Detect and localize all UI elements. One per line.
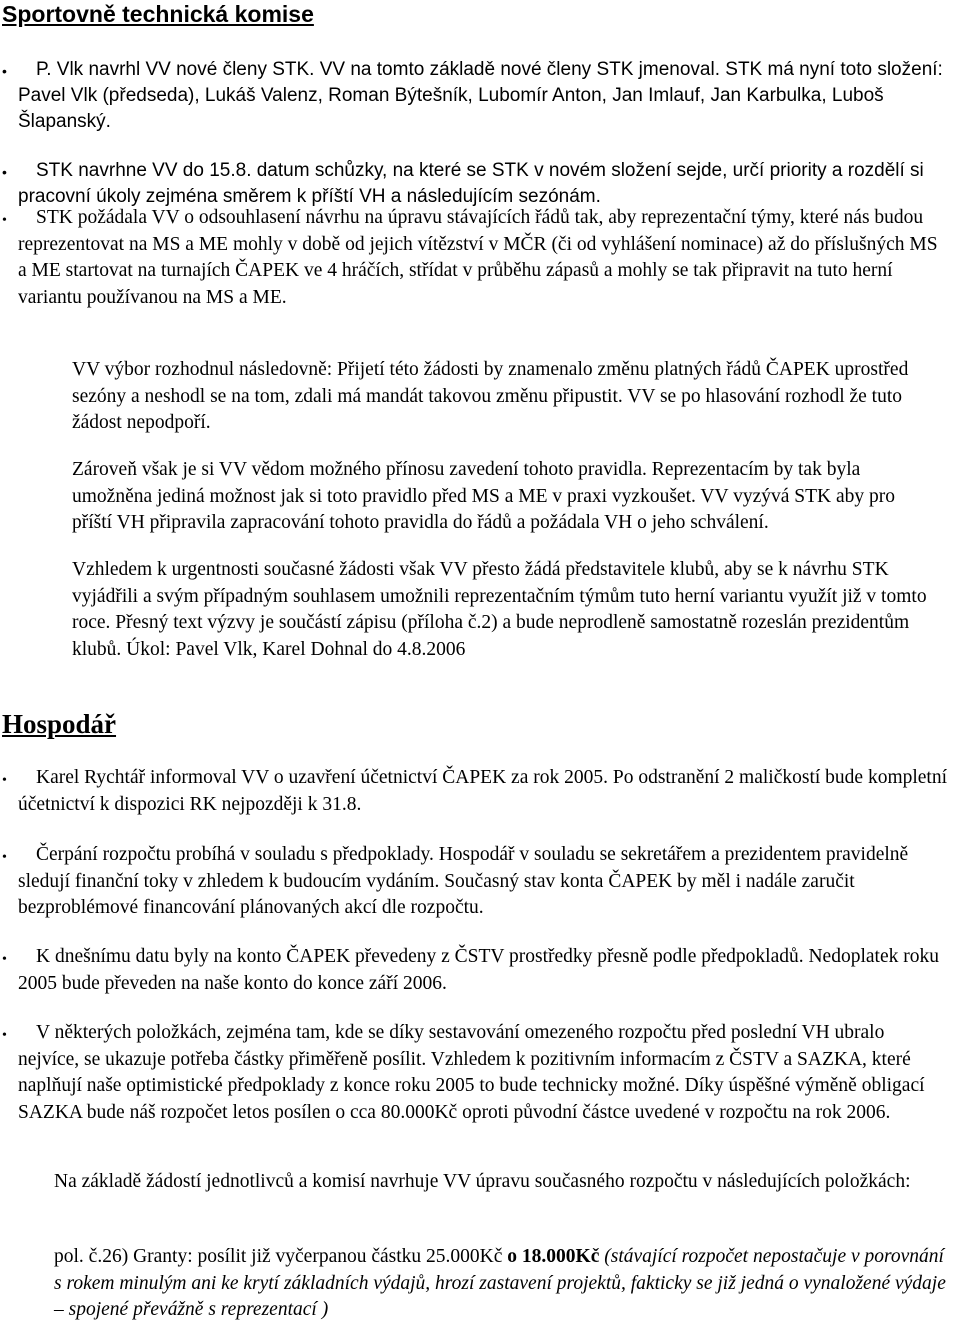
list-item-text: Karel Rychtář informoval VV o uzavření účetnictví ČAPEK za rok 2005. Po odstranění 2 maličkostí bude kompletní účetnictví k dispozici RK nejpozději k 31.8. xyxy=(18,767,948,815)
paragraph-proposal: Na základě žádostí jednotlivců a komisí navrhuje VV úpravu současného rozpočtu v následujících položkách: xyxy=(54,1171,911,1192)
section-heading-hospodar: Hospodář xyxy=(2,709,117,739)
list-item xyxy=(2,765,948,818)
budget-line-item xyxy=(54,1244,954,1324)
list-item xyxy=(2,944,948,997)
list-item-text: K dnešnímu datu byly na konto ČAPEK převedeny z ČSTV prostředky přesně podle předpokladů. Nedoplatek roku 2005 bude převeden na naše konto do konce září 2006. xyxy=(18,946,939,994)
paragraph-urgency: Vzhledem k urgentnosti současné žádosti však VV přesto žádá představitele klubů, aby se k návrhu STK vyjádřili a svým případným souhlasem umožnili reprezentačním týmům tuto herní variantu využít již v tomto roce. Přesný text výzvy je součástí zápisu (příloha č.2) a bude neprodleně samostatně rozeslán prezidentům klubů. Úkol: Pavel Vlk, Karel Dohnal do 4.8.2006 xyxy=(72,559,927,660)
budget-item-connector: o xyxy=(507,1246,518,1267)
budget-item-text: posílit již vyčerpanou částku 25.000Kč xyxy=(197,1246,503,1267)
bullet-icon: • xyxy=(2,1028,7,1043)
budget-item-note: (stávající rozpočet nepostačuje v porovnání s rokem minulým ani ke krytí základních výdajů, hrozí zastavení projektů, fakticky se již jedná o vynaložené výdaje – spojené převážně s reprezentací ) xyxy=(54,1246,946,1320)
budget-item-label: pol. č.26) Granty: xyxy=(54,1246,193,1267)
budget-item-amount: 18.000Kč xyxy=(521,1246,600,1267)
list-item xyxy=(2,1020,948,1126)
list-item xyxy=(2,57,948,135)
list-item xyxy=(2,158,948,210)
list-item xyxy=(2,205,948,311)
paragraph-decision: VV výbor rozhodnul následovně: Přijetí této žádosti by znamenalo změnu platných řádů ČAPEK uprostřed sezóny a neshodl se na tom, zdali má mandát takovou změnu připustit. VV se po hlasování rozhodl že tuto žádost nepodpoří. xyxy=(72,359,909,433)
bullet-icon: • xyxy=(2,213,7,228)
list-item-text: STK požádala VV o odsouhlasení návrhu na úpravu stávajících řádů tak, aby reprezentační týmy, které nás budou reprezentovat na MS a ME mohly v době od jejich vítězství v MČR (či od vyhlášení nominace) až do příslušných MS a ME startovat na turnajích ČAPEK ve 4 hráčích, střídat v průběhu zápasů a mohly se tak připravit na tuto herní variantu používanou na MS a ME. xyxy=(18,207,938,308)
section-heading-stk: Sportovně technická komise xyxy=(2,1,314,27)
bullet-icon: • xyxy=(2,850,7,865)
list-item-text: STK navrhne VV do 15.8. datum schůzky, na které se STK v novém složení sejde, určí priority a rozdělí si pracovní úkoly zejména směrem k příští VH a následujícím sezónám. xyxy=(18,160,924,207)
list-item-text: P. Vlk navrhl VV nové členy STK. VV na tomto základě nové členy STK jmenoval. STK má nyní toto složení: Pavel Vlk (předseda), Lukáš Valenz, Roman Býtešník, Lubomír Anton, Jan Imlauf, Jan Karbulka, Luboš Šlapanský. xyxy=(18,59,943,132)
list-item xyxy=(2,842,948,922)
bullet-icon: • xyxy=(2,164,7,180)
bullet-icon: • xyxy=(2,952,7,967)
bullet-icon: • xyxy=(2,63,7,79)
bullet-icon: • xyxy=(2,773,7,788)
paragraph-acknowledgement: Zároveň však je si VV vědom možného přínosu zavedení tohoto pravidla. Reprezentacím by tak byla umožněna jediná možnost jak si toto pravidlo před MS a ME v praxi vyzkoušet. VV vyzývá STK aby pro příští VH připravila zapracování tohoto pravidla do řádů a požádala VH o jeho schválení. xyxy=(72,459,896,533)
list-item-text: Čerpání rozpočtu probíhá v souladu s předpoklady. Hospodář v souladu se sekretářem a prezidentem pravidelně sledují finanční toky v zhledem k budoucím vydáním. Současný stav konta ČAPEK by měl i nadále zaručit bezproblémové financování plánovaných akcí dle rozpočtu. xyxy=(18,844,909,918)
list-item-text: V některých položkách, zejména tam, kde se díky sestavování omezeného rozpočtu před poslední VH ubralo nejvíce, se ukazuje potřeba částky přiměřeně posílit. Vzhledem k pozitivním informacím z ČSTV a SAZKA, které naplňují naše optimistické předpoklady z konce roku 2005 to bude technicky možné. Díky úspěšné výměně obligací SAZKA bude náš rozpočet letos posílen o cca 80.000Kč oproti původní částce uvedené v rozpočtu na rok 2006. xyxy=(18,1022,925,1123)
